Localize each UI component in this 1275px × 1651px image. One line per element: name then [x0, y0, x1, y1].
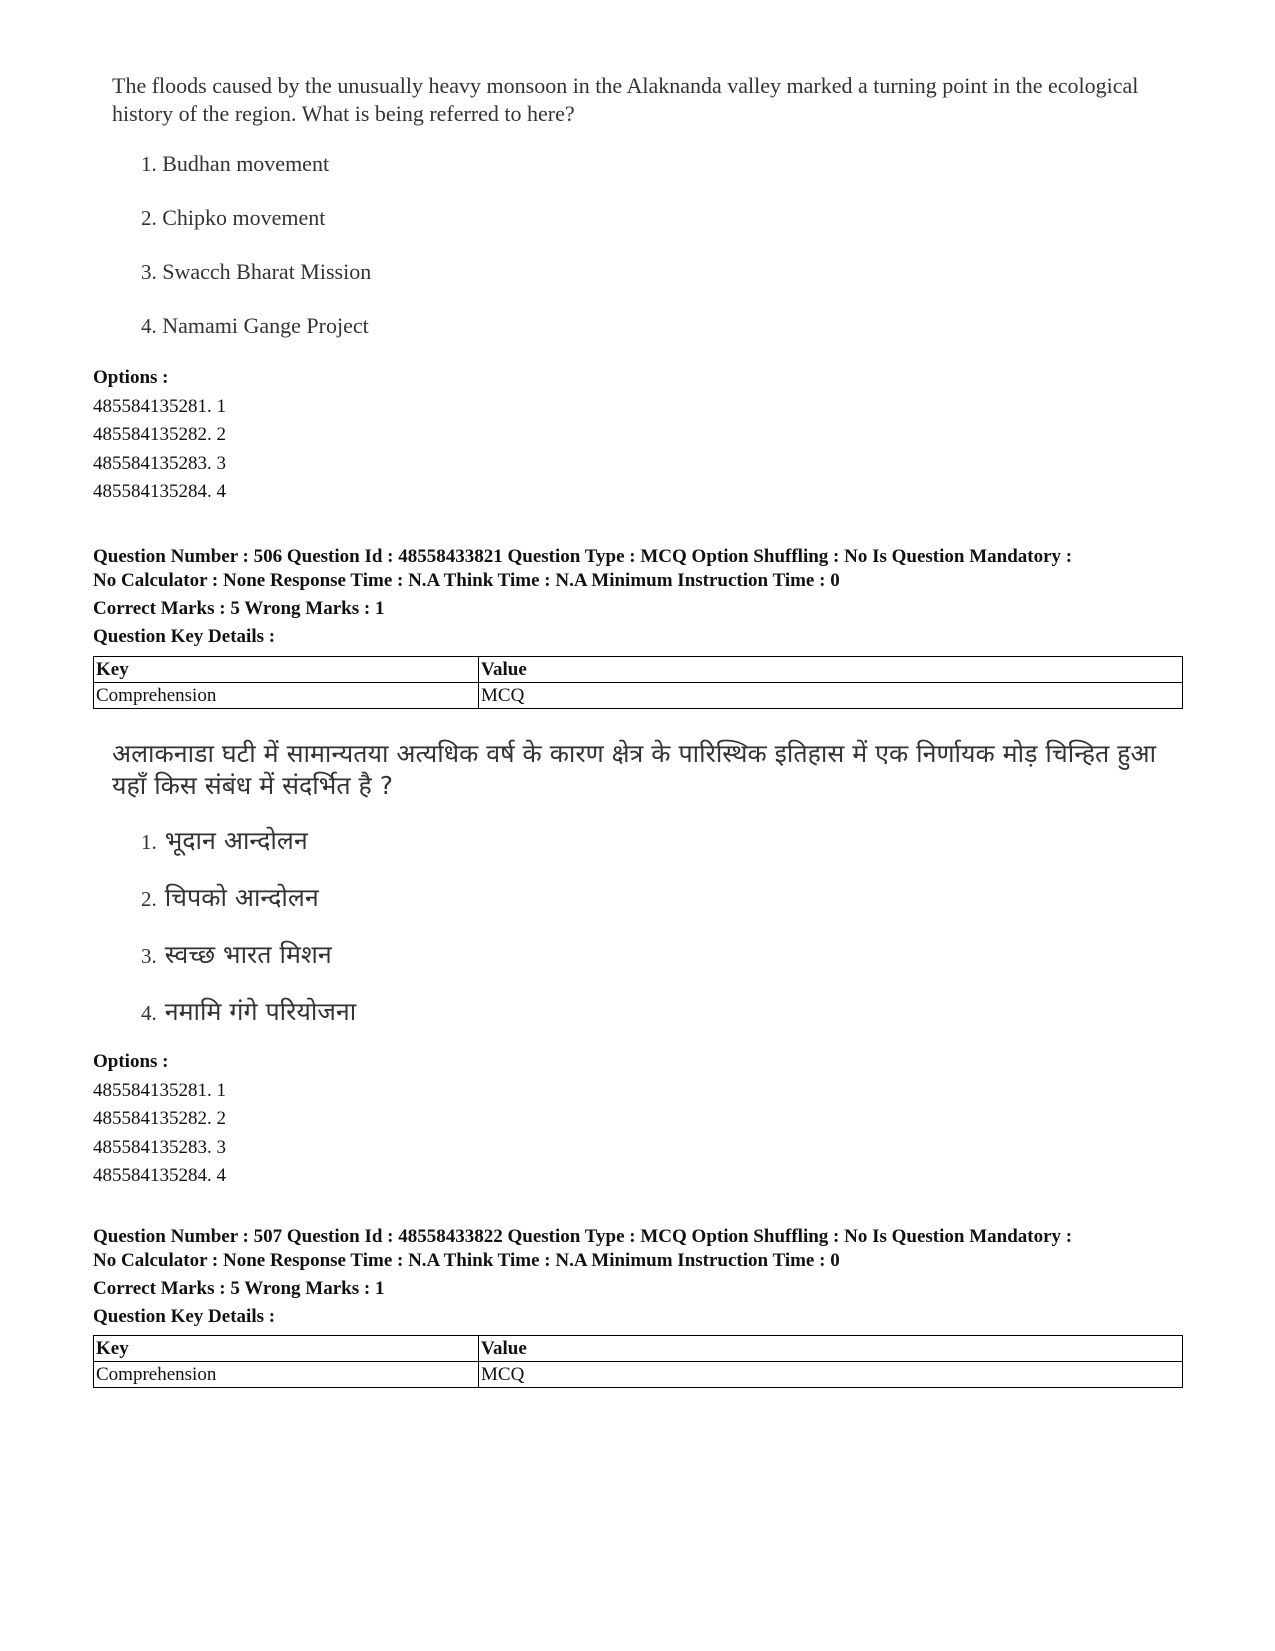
- question-506-meta: [93, 545, 1193, 649]
- hindi-choice-item: [112, 826, 1172, 883]
- choice-text: नमामि गंगे परियोजना: [164, 997, 357, 1026]
- key-details-heading: Question Key Details :: [93, 1306, 276, 1327]
- marks-line: Correct Marks : 5 Wrong Marks : 1: [93, 598, 385, 619]
- table-header-row: [94, 1336, 1183, 1362]
- options-label: Options :: [93, 367, 169, 388]
- english-question-stem: The floods caused by the unusually heavy monsoon in the Alaknanda valley marked a turning point in the ecological history of the region. What is being referred to here?: [112, 73, 1139, 126]
- hindi-question-block: [112, 738, 1172, 1054]
- question-meta-line-2: No Calculator : None Response Time : N.A Think Time : N.A Minimum Instruction Time : 0: [93, 570, 840, 591]
- english-choice-item: [112, 204, 1172, 258]
- table-header-key: Key: [94, 657, 479, 683]
- table-cell-key: Comprehension: [94, 1362, 479, 1388]
- key-value-table-507: [93, 1335, 1183, 1388]
- table-row: [94, 1362, 1183, 1388]
- choice-number: 2.: [141, 887, 157, 911]
- english-question-block: [112, 72, 1172, 366]
- choice-number: 2.: [141, 206, 157, 230]
- choice-text: Namami Gange Project: [162, 313, 369, 338]
- english-choice-item: [112, 312, 1172, 366]
- hindi-question-stem: अलाकनाडा घटी में सामान्यतया अत्यधिक वर्ष के कारण क्षेत्र के पारिस्थिक इतिहास में एक निर्णायक मोड़ चिन्हित हुआ यहाँ किस संबंध में संदर्भित है ?: [112, 739, 1156, 800]
- choice-text: स्वच्छ भारत मिशन: [164, 940, 332, 969]
- choice-number: 3.: [141, 944, 157, 968]
- table-row: [94, 683, 1183, 709]
- question-507-meta: [93, 1225, 1193, 1329]
- hindi-choice-item: [112, 997, 1172, 1054]
- table-header-value: Value: [479, 657, 1183, 683]
- option-id-row: 485584135281. 1: [93, 395, 226, 417]
- choice-text: चिपको आन्दोलन: [164, 883, 319, 912]
- choice-number: 4.: [141, 314, 157, 338]
- options-list-1: [93, 364, 226, 507]
- option-id-row: 485584135281. 1: [93, 1079, 226, 1101]
- english-choice-item: [112, 150, 1172, 204]
- table-cell-value: MCQ: [479, 683, 1183, 709]
- english-choice-item: [112, 258, 1172, 312]
- option-id-row: 485584135283. 3: [93, 452, 226, 474]
- option-id-row: 485584135282. 2: [93, 1108, 226, 1129]
- option-id-row: 485584135284. 4: [93, 1165, 226, 1186]
- option-id-row: 485584135283. 3: [93, 1136, 226, 1158]
- english-choice-list: [112, 150, 1172, 366]
- question-meta-line-1: Question Number : 506 Question Id : 48558433821 Question Type : MCQ Option Shuffling : No Is Question Mandatory :: [93, 546, 1073, 567]
- option-id-row: 485584135282. 2: [93, 424, 226, 445]
- option-id-row: 485584135284. 4: [93, 481, 226, 502]
- choice-text: Chipko movement: [162, 205, 326, 230]
- choice-text: भूदान आन्दोलन: [164, 826, 308, 855]
- marks-line: Correct Marks : 5 Wrong Marks : 1: [93, 1278, 385, 1299]
- question-meta-line-2: No Calculator : None Response Time : N.A Think Time : N.A Minimum Instruction Time : 0: [93, 1250, 840, 1271]
- hindi-choice-item: [112, 883, 1172, 940]
- key-value-table-506: [93, 656, 1183, 709]
- choice-number: 3.: [141, 260, 157, 284]
- choice-text: Swacch Bharat Mission: [162, 259, 372, 284]
- options-list-2: [93, 1048, 226, 1191]
- choice-number: 1.: [141, 152, 157, 176]
- hindi-choice-list: [112, 826, 1172, 1054]
- key-details-heading: Question Key Details :: [93, 626, 276, 647]
- table-header-value: Value: [479, 1336, 1183, 1362]
- table-header-key: Key: [94, 1336, 479, 1362]
- hindi-choice-item: [112, 940, 1172, 997]
- choice-number: 4.: [141, 1001, 157, 1025]
- choice-text: Budhan movement: [162, 151, 330, 176]
- choice-number: 1.: [141, 830, 157, 854]
- table-cell-value: MCQ: [479, 1362, 1183, 1388]
- table-cell-key: Comprehension: [94, 683, 479, 709]
- question-meta-line-1: Question Number : 507 Question Id : 48558433822 Question Type : MCQ Option Shuffling : No Is Question Mandatory :: [93, 1226, 1073, 1247]
- options-label: Options :: [93, 1051, 169, 1072]
- table-header-row: [94, 657, 1183, 683]
